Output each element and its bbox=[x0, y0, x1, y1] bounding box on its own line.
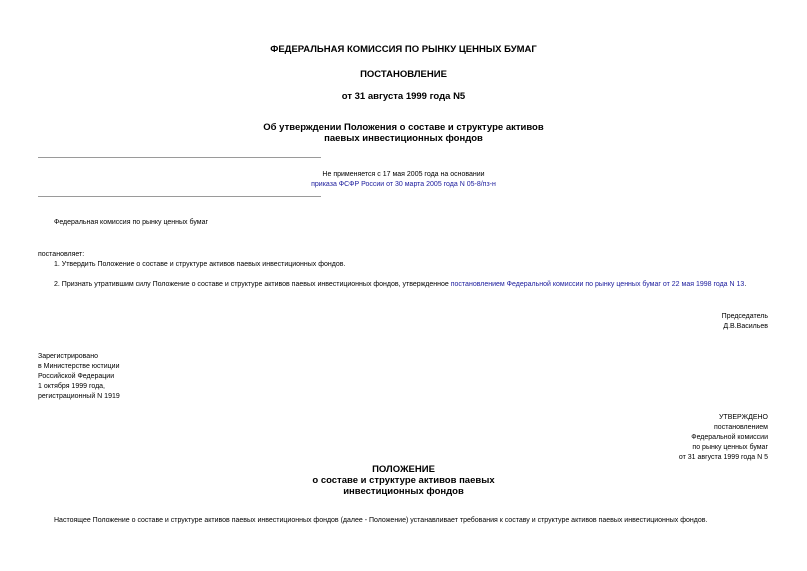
signature-name: Д.В.Васильев bbox=[723, 323, 768, 330]
regulation-subtitle-line1: о составе и структуре активов паевых bbox=[312, 475, 495, 486]
registration-line: регистрационный N 1919 bbox=[38, 393, 120, 400]
signature-block bbox=[722, 312, 768, 332]
regulation-intro: Настоящее Положение о составе и структуре активов паевых инвестиционных фондов (далее - Положение) устанавливает требования к составу и структуре активов паевых инвестиционных фондов. bbox=[54, 517, 708, 524]
approved-line: по рынку ценных бумаг bbox=[692, 444, 768, 451]
approved-line: Федеральной комиссии bbox=[691, 434, 768, 441]
registration-line: 1 октября 1999 года, bbox=[38, 383, 106, 390]
validity-notice bbox=[0, 170, 807, 190]
registration-line: в Министерстве юстиции bbox=[38, 363, 120, 370]
approved-line: от 31 августа 1999 года N 5 bbox=[678, 454, 768, 461]
document-title bbox=[0, 122, 807, 144]
resolves-text: постановляет: bbox=[38, 251, 85, 258]
regulation-heading: ПОЛОЖЕНИЕ bbox=[372, 464, 435, 475]
registration-block bbox=[38, 352, 120, 402]
approved-heading: УТВЕРЖДЕНО bbox=[718, 414, 768, 421]
validity-notice-text: Не применяется с 17 мая 2005 года на основании bbox=[322, 171, 485, 178]
registration-line: Российской Федерации bbox=[38, 373, 115, 380]
item-2-text: 2. Признать утратившим силу Положение о составе и структуре активов паевых инвестиционных фондов, утвержденное bbox=[54, 281, 451, 288]
approved-line: постановлением bbox=[714, 424, 768, 431]
divider-bottom bbox=[38, 196, 321, 197]
item-2-end: . bbox=[744, 281, 747, 288]
divider-top bbox=[38, 157, 321, 158]
item-2 bbox=[54, 280, 746, 290]
document-title-line1: Об утверждении Положения о составе и структуре активов bbox=[263, 122, 544, 133]
registration-line: Зарегистрировано bbox=[38, 353, 98, 360]
regulation-subtitle-line2: инвестиционных фондов bbox=[343, 486, 464, 497]
approved-block bbox=[679, 413, 768, 463]
document-title-line2: паевых инвестиционных фондов bbox=[324, 133, 483, 144]
regulation-heading-block bbox=[0, 464, 807, 497]
document-date-number: от 31 августа 1999 года N5 bbox=[341, 91, 466, 102]
document-type: ПОСТАНОВЛЕНИЕ bbox=[360, 69, 447, 80]
signature-role: Председатель bbox=[721, 313, 768, 320]
commission-name: ФЕДЕРАЛЬНАЯ КОМИССИЯ ПО РЫНКУ ЦЕННЫХ БУМАГ bbox=[270, 44, 537, 55]
item-2-link[interactable]: постановлением Федеральной комиссии по рынку ценных бумаг от 22 мая 1998 года N 13 bbox=[450, 281, 745, 288]
issuer-text: Федеральная комиссия по рынку ценных бумаг bbox=[54, 219, 209, 226]
item-1: 1. Утвердить Положение о составе и структуре активов паевых инвестиционных фондов. bbox=[54, 261, 346, 268]
validity-notice-link[interactable]: приказа ФСФР России от 30 марта 2005 года N 05-8/пз-н bbox=[311, 181, 496, 188]
